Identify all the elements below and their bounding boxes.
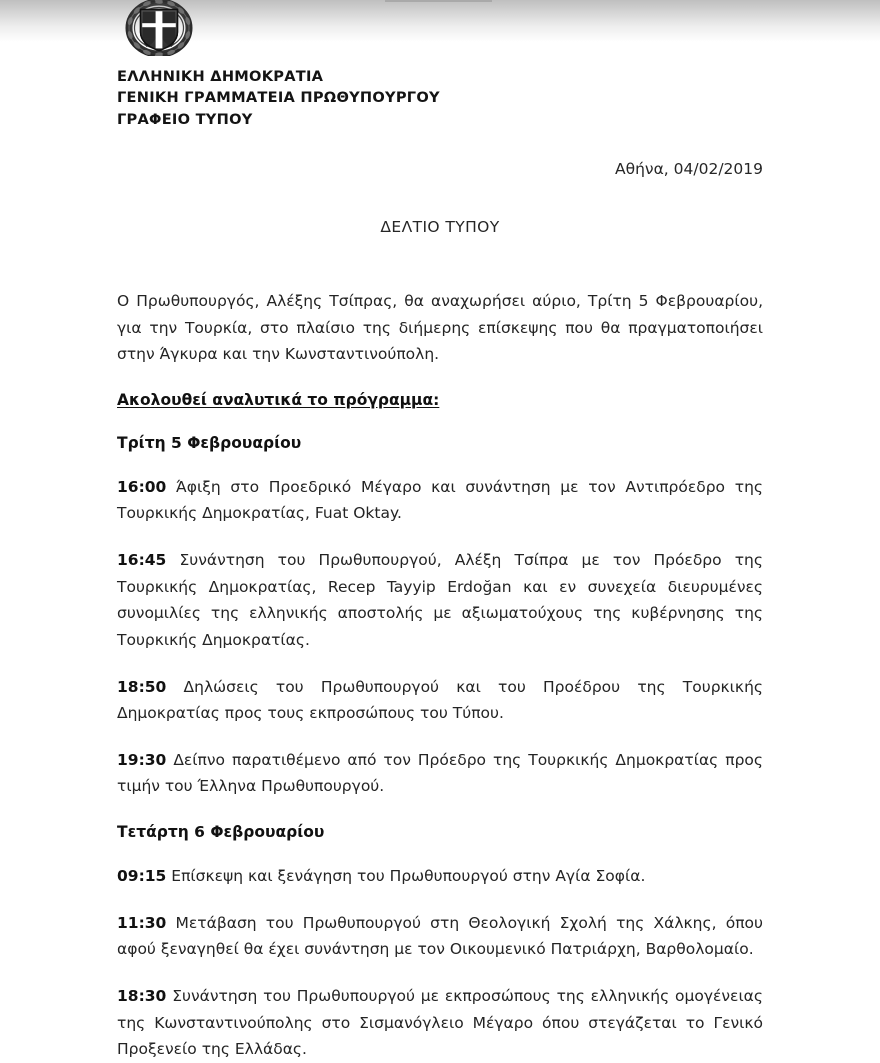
entry-time: 18:30: [117, 986, 167, 1005]
org-line-press-office: ΓΡΑΦΕΙΟ ΤΥΠΟΥ: [117, 110, 253, 128]
entry-time: 18:50: [117, 677, 167, 696]
page-title: ΔΕΛΤΙΟ ΤΥΠΟΥ: [380, 218, 500, 236]
entry-text: Μετάβαση του Πρωθυπουργού στη Θεολογική Σχολή της Χάλκης, όπου αφού ξεναγηθεί θα έχει συνάντηση με τον Οικουμενικό Πατριάρχη, Βαρθολομαίο.: [117, 913, 763, 959]
letterhead: [117, 0, 763, 130]
schedule-entry: [117, 863, 763, 890]
entry-text: Δηλώσεις του Πρωθυπουργού και του Προέδρου της Τουρκικής Δημοκρατίας προς τους εκπροσώπους του Τύπου.: [117, 677, 763, 723]
document-body: [117, 288, 763, 1063]
schedule-entry: [117, 910, 763, 963]
organisation-lines: [117, 66, 763, 130]
dateline: Αθήνα, 04/02/2019: [615, 160, 763, 178]
programme-heading: [117, 388, 763, 413]
schedule-entry: [117, 983, 763, 1063]
schedule-entry: [117, 547, 763, 654]
entry-time: 11:30: [117, 913, 167, 932]
entry-text: Συνάντηση του Πρωθυπουργού, Αλέξη Τσίπρα με τον Πρόεδρο της Τουρκικής Δημοκρατίας, Recep Tayyip Erdoğan και εν συνεχεία διευρυμένες συνομιλίες της ελληνικής αποστολής με αξιωματούχους της κυβέρνησης της Τουρκικής Δημοκρατίας.: [117, 550, 763, 649]
org-line-secretariat: ΓΕΝΙΚΗ ΓΡΑΜΜΑΤΕΙΑ ΠΡΩΘΥΠΟΥΡΓΟΥ: [117, 89, 440, 107]
schedule-entry: [117, 474, 763, 527]
programme-heading-text: Ακολουθεί αναλυτικά το πρόγραμμα:: [117, 390, 440, 409]
entry-time: 16:00: [117, 477, 167, 496]
day-heading: Τρίτη 5 Φεβρουαρίου: [117, 433, 302, 452]
hellenic-republic-coat-of-arms-icon: [125, 0, 193, 56]
entry-text: Συνάντηση του Πρωθυπουργού με εκπροσώπους της ελληνικής ομογένειας της Κωνσταντινούπολης στο Σισμανόγλειο Μέγαρο όπου στεγάζεται το Γενικό Προξενείο της Ελλάδας.: [117, 986, 763, 1059]
org-line-republic: ΕΛΛΗΝΙΚΗ ΔΗΜΟΚΡΑΤΙΑ: [117, 68, 324, 85]
day-heading: Τετάρτη 6 Φεβρουαρίου: [117, 823, 325, 842]
schedule-entry: [117, 747, 763, 800]
entry-time: 19:30: [117, 750, 167, 769]
entry-time: 16:45: [117, 550, 167, 569]
intro-paragraph: Ο Πρωθυπουργός, Αλέξης Τσίπρας, θα αναχωρήσει αύριο, Τρίτη 5 Φεβρουαρίου, για την Τουρκία, στο πλαίσιο της διήμερης επίσκεψης που θα πραγματοποιήσει στην Άγκυρα και την Κωνσταντινούπολη.: [117, 292, 763, 364]
entry-text: Δείπνο παρατιθέμενο από τον Πρόεδρο της Τουρκικής Δημοκρατίας προς τιμήν του Έλληνα Πρωθυπουργού.: [117, 750, 763, 796]
entry-text: Άφιξη στο Προεδρικό Μέγαρο και συνάντηση με τον Αντιπρόεδρο της Τουρκικής Δημοκρατίας, Fuat Oktay.: [117, 477, 763, 523]
schedule-entry: [117, 674, 763, 727]
entry-text: Επίσκεψη και ξενάγηση του Πρωθυπουργού στην Αγία Σοφία.: [171, 866, 646, 885]
entry-time: 09:15: [117, 866, 167, 885]
